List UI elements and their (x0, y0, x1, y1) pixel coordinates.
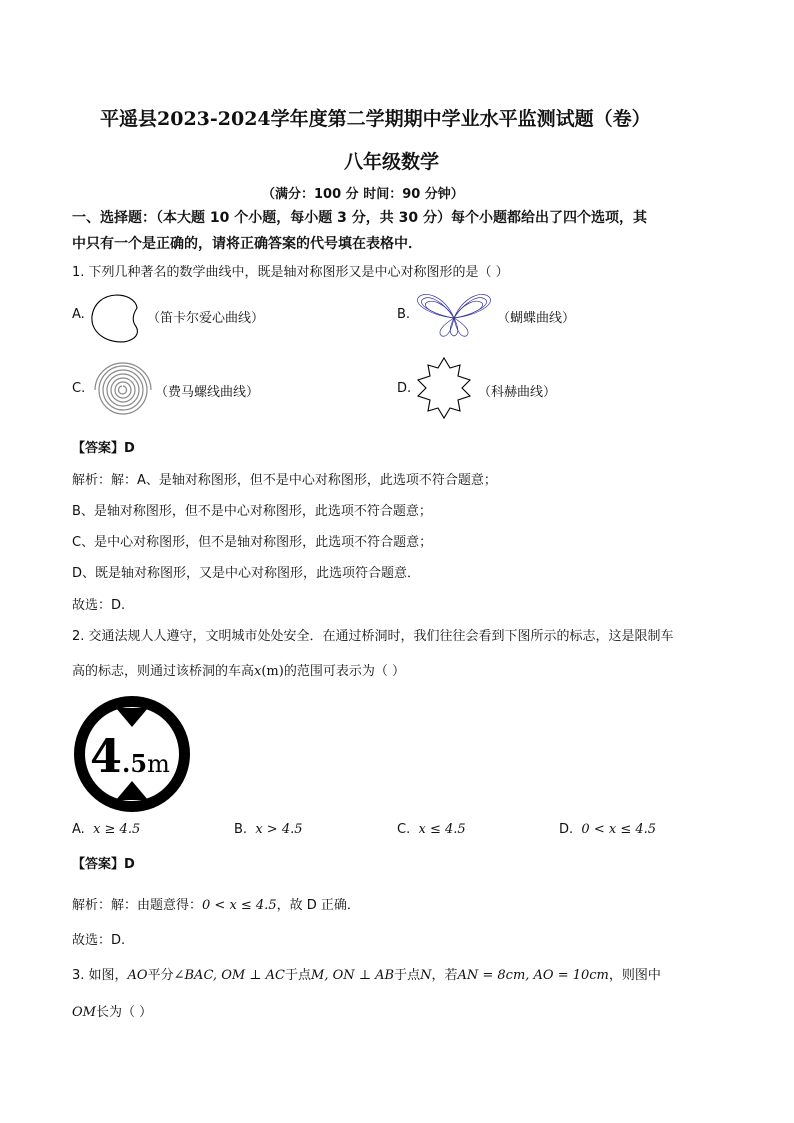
q3-text: 3. 如图， (72, 968, 128, 983)
question-3-stem-cont (72, 1001, 152, 1020)
question-1-stem: 1. 下列几种著名的数学曲线中，既是轴对称图形又是中心对称图形的是（ ） (72, 265, 509, 280)
q3-expr: OM (72, 1005, 96, 1020)
q2-stem-text: 高的标志，则通过该桥洞的车高 (72, 664, 255, 679)
q1-option-d-letter: D. (397, 381, 412, 396)
q1-analysis-line: 解析：解：A、是轴对称图形，但不是中心对称图形，此选项不符合题意； (72, 473, 497, 488)
q3-expr: N (420, 968, 432, 983)
q1-option-a-letter: A. (72, 307, 85, 322)
q3-text: ，则图中 (608, 968, 661, 983)
question-2-stem-cont (72, 660, 405, 679)
q1-answer: 【答案】D (72, 441, 135, 456)
q2-analysis-text-end: ，故 D 正确． (276, 898, 360, 913)
sign-unit: m (147, 750, 170, 778)
q2-option-expr: x > 4.5 (255, 822, 303, 837)
q1-analysis-line: D、既是轴对称图形，又是中心对称图形，此选项符合题意． (72, 566, 421, 581)
section-heading: 一、选择题：（本大题 10 个小题，每小题 3 分，共 30 分）每个小题都给出了四个选项，其 (72, 210, 647, 226)
q2-option-expr: x ≥ 4.5 (93, 822, 141, 837)
q3-expr: AN = 8cm, AO = 10cm (457, 968, 609, 983)
page-subtitle: 八年级数学 (344, 151, 440, 173)
q2-var: x (254, 664, 262, 679)
q3-expr: ∠BAC, OM ⊥ AC (173, 968, 285, 983)
fermat-spiral-icon (90, 362, 156, 418)
q2-option-letter: A. (72, 822, 85, 837)
sign-decimal: .5 (122, 749, 148, 778)
q2-option-expr: x ≤ 4.5 (418, 822, 466, 837)
q2-option-letter: B. (234, 822, 248, 837)
question-3-stem (72, 964, 661, 983)
page-title: 平遥县2023-2024学年度第二学期期中学业水平监测试题（卷） (100, 108, 651, 130)
section-heading-cont: 中只有一个是正确的，请将正确答案的代号填在表格中． (72, 236, 422, 252)
q1-option-d-label: （科赫曲线） (478, 385, 557, 400)
q3-text: 长为（ ） (95, 1005, 153, 1020)
cardioid-curve-icon (88, 286, 148, 346)
q1-option-b-label: （蝴蝶曲线） (497, 311, 576, 326)
sign-text (90, 729, 170, 783)
q2-analysis-text: 解析：解：由题意得： (72, 898, 203, 913)
q3-text: 于点 (285, 968, 312, 983)
q2-analysis-expr: 0 < x ≤ 4.5 (202, 898, 277, 913)
q1-option-a-label: （笛卡尔爱心曲线） (147, 311, 265, 326)
q2-option-d (559, 822, 656, 837)
q2-unit: (m) (261, 664, 284, 679)
q2-option-expr: 0 < x ≤ 4.5 (581, 822, 657, 837)
q2-stem-text-end: 的范围可表示为（ ） (283, 664, 405, 679)
q1-option-c-label: （费马螺线曲线） (155, 385, 260, 400)
q2-conclusion: 故选：D. (72, 933, 126, 948)
koch-snowflake-icon (412, 356, 476, 420)
q2-option-c (397, 822, 466, 837)
q3-expr: AO (127, 968, 148, 983)
q1-option-b-letter: B. (397, 307, 411, 322)
q1-option-c-letter: C. (72, 381, 86, 396)
q2-analysis (72, 894, 360, 913)
q2-answer: 【答案】D (72, 857, 135, 872)
q1-conclusion: 故选：D. (72, 598, 126, 613)
q1-analysis-line: B、是轴对称图形，但不是中心对称图形，此选项不符合题意； (72, 504, 432, 519)
q2-option-a (72, 822, 140, 837)
q2-option-letter: C. (397, 822, 411, 837)
q2-option-b (234, 822, 303, 837)
q3-text: 于点 (394, 968, 421, 983)
q1-analysis-line: C、是中心对称图形，但不是轴对称图形，此选项不符合题意； (72, 535, 433, 550)
butterfly-curve-icon (414, 290, 494, 340)
q3-expr: M, ON ⊥ AB (311, 968, 395, 983)
q3-text: 平分 (147, 968, 174, 983)
exam-meta: （满分：100 分 时间：90 分钟） (262, 187, 464, 202)
sign-number: 4 (90, 729, 123, 783)
q2-option-letter: D. (559, 822, 574, 837)
q3-text: ，若 (431, 968, 458, 983)
question-2-stem: 2. 交通法规人人遵守，文明城市处处安全．在通过桥洞时，我们往往会看到下图所示的标志，这是限制车 (72, 629, 674, 644)
